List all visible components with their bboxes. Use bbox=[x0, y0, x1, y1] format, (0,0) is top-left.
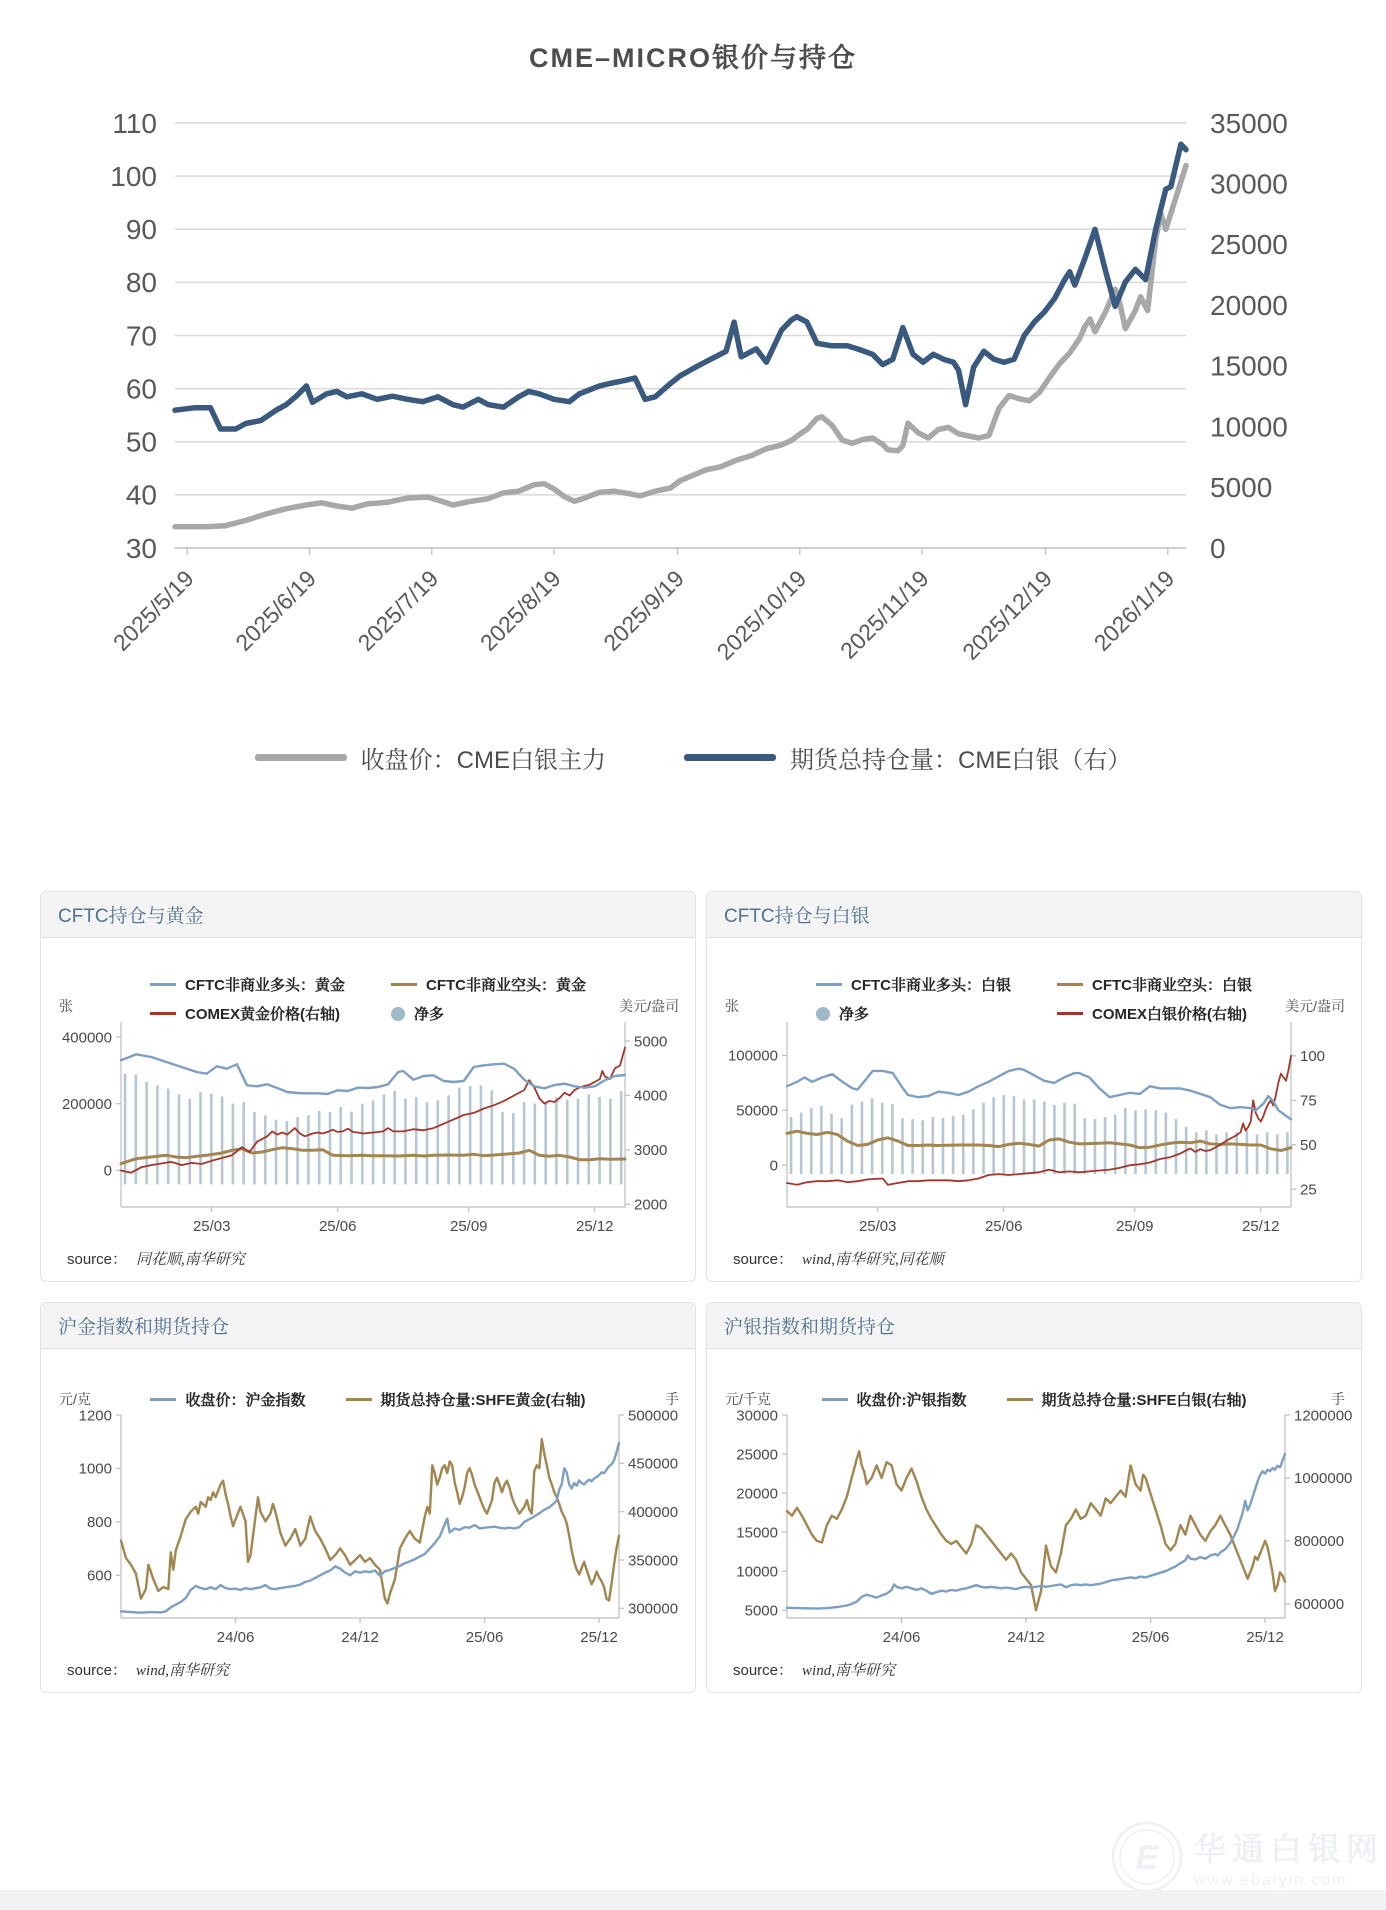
panel-title bbox=[41, 1303, 695, 1349]
svg-text:E: E bbox=[1135, 1839, 1159, 1877]
svg-text:400000: 400000 bbox=[61, 1029, 112, 1047]
y-axis-unit-right: 美元/盎司 bbox=[619, 998, 679, 1014]
panel-body bbox=[707, 938, 1361, 1282]
source-note: source： 同花顺,南华研究 bbox=[67, 1251, 245, 1268]
svg-text:10000: 10000 bbox=[736, 1563, 778, 1581]
svg-text:25/09: 25/09 bbox=[1115, 1218, 1154, 1235]
legend-item bbox=[150, 974, 345, 995]
y-axis-unit-left: 元/千克 bbox=[725, 1391, 771, 1407]
svg-text:1000: 1000 bbox=[78, 1460, 112, 1478]
source-note: source： wind,南华研究 bbox=[733, 1662, 895, 1679]
svg-text:5000: 5000 bbox=[744, 1602, 778, 1620]
legend-line-swatch bbox=[150, 983, 176, 986]
svg-text:25000: 25000 bbox=[1210, 229, 1288, 261]
svg-text:0: 0 bbox=[769, 1157, 778, 1175]
svg-text:24/06: 24/06 bbox=[216, 1629, 255, 1646]
svg-text:25/06: 25/06 bbox=[318, 1218, 357, 1235]
legend-item bbox=[1057, 974, 1252, 995]
svg-text:25/06: 25/06 bbox=[465, 1629, 504, 1646]
watermark-url: www.ebaiyin.com bbox=[1193, 1872, 1348, 1889]
legend-label: 净多 bbox=[414, 1006, 445, 1023]
watermark-text bbox=[1194, 1824, 1384, 1890]
page-title: CME–MICRO银价与持仓 bbox=[528, 43, 857, 73]
y-axis-unit-left: 张 bbox=[59, 998, 73, 1014]
legend-line-swatch bbox=[150, 1398, 176, 1401]
svg-text:90: 90 bbox=[125, 214, 157, 246]
panel-grid bbox=[40, 891, 1362, 1693]
legend-line-swatch bbox=[684, 754, 776, 761]
y-axis-unit-left: 张 bbox=[725, 998, 739, 1014]
panel-title-text: 沪银指数和期货持仓 bbox=[724, 1317, 896, 1338]
svg-text:24/06: 24/06 bbox=[882, 1629, 921, 1646]
svg-text:2025/8/19: 2025/8/19 bbox=[474, 565, 566, 656]
svg-text:200000: 200000 bbox=[61, 1095, 112, 1113]
svg-text:24/12: 24/12 bbox=[1007, 1629, 1045, 1646]
shfe-gold-chart-canvas bbox=[41, 1407, 696, 1657]
svg-text:10000: 10000 bbox=[1210, 411, 1288, 443]
svg-text:25000: 25000 bbox=[736, 1446, 778, 1464]
cme-silver-chart-canvas bbox=[0, 81, 1386, 696]
svg-text:25/12: 25/12 bbox=[1246, 1629, 1284, 1646]
panel-cftc-silver bbox=[706, 891, 1362, 1282]
y-axis-unit-left: 元/克 bbox=[59, 1391, 91, 1407]
svg-text:15000: 15000 bbox=[1210, 350, 1288, 382]
footer-strip bbox=[0, 1890, 1386, 1910]
svg-text:110: 110 bbox=[112, 107, 157, 139]
svg-text:0: 0 bbox=[1210, 532, 1226, 564]
legend-line-swatch bbox=[822, 1398, 848, 1401]
svg-text:1200: 1200 bbox=[78, 1407, 112, 1425]
legend-label: 收盘价：沪金指数 bbox=[185, 1392, 306, 1409]
y-axis-unit-right: 美元/盎司 bbox=[1285, 998, 1345, 1014]
shfe-silver-chart-canvas bbox=[707, 1407, 1362, 1657]
panel-shfe-gold bbox=[40, 1302, 696, 1693]
watermark-logo-icon bbox=[1110, 1820, 1184, 1894]
legend-line-swatch bbox=[391, 983, 417, 986]
svg-text:25/12: 25/12 bbox=[575, 1218, 614, 1235]
svg-text:24/12: 24/12 bbox=[341, 1629, 379, 1646]
svg-text:100: 100 bbox=[110, 160, 157, 192]
svg-text:2026/1/19: 2026/1/19 bbox=[1088, 565, 1180, 656]
panel-title bbox=[707, 1303, 1361, 1349]
svg-text:2025/7/19: 2025/7/19 bbox=[352, 565, 444, 656]
svg-text:600: 600 bbox=[86, 1567, 112, 1585]
legend-line-swatch bbox=[1007, 1398, 1033, 1401]
y-axis-unit-right: 手 bbox=[1331, 1391, 1345, 1407]
legend-label: 期货总持仓量：CME白银（右） bbox=[790, 747, 1132, 774]
svg-text:30000: 30000 bbox=[1210, 168, 1288, 200]
legend-item bbox=[684, 740, 1131, 775]
svg-text:4000: 4000 bbox=[634, 1087, 668, 1105]
svg-text:25/12: 25/12 bbox=[1241, 1218, 1280, 1235]
svg-text:80: 80 bbox=[125, 267, 157, 299]
panel-title bbox=[41, 892, 695, 938]
svg-text:25/06: 25/06 bbox=[984, 1218, 1023, 1235]
cftc-silver-chart-canvas bbox=[707, 1014, 1362, 1244]
svg-text:25/12: 25/12 bbox=[580, 1629, 618, 1646]
legend-label: COMEX白银价格(右轴) bbox=[1092, 1006, 1247, 1023]
svg-text:100000: 100000 bbox=[727, 1047, 778, 1065]
legend-line-swatch bbox=[816, 983, 842, 986]
panel-title-text: CFTC持仓与黄金 bbox=[58, 906, 204, 927]
svg-text:2025/5/19: 2025/5/19 bbox=[107, 565, 199, 656]
svg-text:25/09: 25/09 bbox=[449, 1218, 488, 1235]
svg-text:1200000: 1200000 bbox=[1294, 1407, 1353, 1425]
legend-line-swatch bbox=[346, 1398, 372, 1401]
svg-text:5000: 5000 bbox=[634, 1033, 668, 1051]
svg-text:0: 0 bbox=[103, 1162, 112, 1180]
svg-text:2000: 2000 bbox=[634, 1196, 668, 1214]
svg-text:450000: 450000 bbox=[628, 1455, 679, 1473]
report-page bbox=[0, 36, 1386, 1910]
panel-body bbox=[41, 938, 695, 1282]
svg-text:500000: 500000 bbox=[628, 1407, 679, 1425]
svg-text:800: 800 bbox=[86, 1514, 112, 1532]
svg-text:50: 50 bbox=[1300, 1136, 1317, 1154]
legend-label: 收盘价:沪银指数 bbox=[856, 1392, 967, 1409]
svg-text:800000: 800000 bbox=[1294, 1533, 1345, 1551]
legend-item bbox=[391, 974, 586, 995]
svg-text:40: 40 bbox=[125, 479, 157, 511]
svg-text:25/06: 25/06 bbox=[1131, 1629, 1170, 1646]
svg-text:300000: 300000 bbox=[628, 1600, 679, 1618]
svg-text:15000: 15000 bbox=[736, 1524, 778, 1542]
legend-label: 期货总持仓量:SHFE白银(右轴) bbox=[1041, 1392, 1247, 1409]
svg-text:35000: 35000 bbox=[1210, 107, 1288, 139]
svg-text:20000: 20000 bbox=[1210, 289, 1288, 321]
legend-item bbox=[255, 740, 606, 775]
legend-label: CFTC非商业空头：白银 bbox=[1092, 977, 1252, 994]
legend-label: CFTC非商业多头：黄金 bbox=[185, 977, 345, 994]
svg-text:20000: 20000 bbox=[736, 1485, 778, 1503]
panel-title-text: 沪金指数和期货持仓 bbox=[58, 1317, 230, 1338]
panel-title-text: CFTC持仓与白银 bbox=[724, 906, 870, 927]
panel-title bbox=[707, 892, 1361, 938]
svg-text:2025/10/19: 2025/10/19 bbox=[711, 565, 812, 665]
svg-text:25/03: 25/03 bbox=[192, 1218, 231, 1235]
watermark-title: 华通白银网 bbox=[1193, 1831, 1384, 1867]
svg-text:2025/6/19: 2025/6/19 bbox=[230, 565, 321, 656]
legend-line-swatch bbox=[1057, 983, 1083, 986]
svg-text:350000: 350000 bbox=[628, 1552, 679, 1570]
svg-text:100: 100 bbox=[1300, 1048, 1326, 1066]
svg-text:75: 75 bbox=[1300, 1092, 1317, 1110]
svg-text:400000: 400000 bbox=[628, 1503, 679, 1521]
legend-item bbox=[816, 974, 1011, 995]
svg-text:50000: 50000 bbox=[736, 1102, 778, 1120]
svg-text:25: 25 bbox=[1300, 1181, 1317, 1199]
legend-label: COMEX黄金价格(右轴) bbox=[185, 1006, 340, 1023]
svg-text:50: 50 bbox=[125, 426, 157, 458]
svg-text:600000: 600000 bbox=[1294, 1596, 1345, 1614]
svg-text:60: 60 bbox=[125, 373, 157, 405]
svg-text:2025/12/19: 2025/12/19 bbox=[957, 565, 1058, 665]
legend-line-swatch bbox=[255, 754, 347, 761]
panel-body bbox=[707, 1349, 1361, 1693]
legend-label: 净多 bbox=[839, 1006, 870, 1023]
y-axis-unit-right: 手 bbox=[665, 1391, 679, 1407]
legend-label: CFTC非商业多头：白银 bbox=[851, 977, 1011, 994]
source-note: source： wind,南华研究 bbox=[67, 1662, 229, 1679]
legend-label: CFTC非商业空头：黄金 bbox=[426, 977, 586, 994]
watermark bbox=[1110, 1820, 1384, 1894]
svg-text:2025/11/19: 2025/11/19 bbox=[835, 565, 934, 664]
svg-text:30: 30 bbox=[125, 532, 157, 564]
svg-text:25/03: 25/03 bbox=[858, 1218, 897, 1235]
svg-text:70: 70 bbox=[125, 320, 157, 352]
source-note: source： wind,南华研究,同花顺 bbox=[733, 1251, 944, 1268]
legend-label: 期货总持仓量:SHFE黄金(右轴) bbox=[380, 1392, 586, 1409]
panel-cftc-gold bbox=[40, 891, 696, 1282]
main-chart-legend bbox=[0, 740, 1386, 775]
cftc-gold-chart-canvas bbox=[41, 1014, 696, 1244]
panel-body bbox=[41, 1349, 695, 1693]
panel-shfe-silver bbox=[706, 1302, 1362, 1693]
svg-text:1000000: 1000000 bbox=[1294, 1470, 1353, 1488]
legend-label: 收盘价：CME白银主力 bbox=[360, 747, 606, 774]
svg-text:2025/9/19: 2025/9/19 bbox=[598, 565, 690, 656]
svg-text:30000: 30000 bbox=[736, 1407, 778, 1425]
svg-text:3000: 3000 bbox=[634, 1142, 668, 1160]
svg-text:5000: 5000 bbox=[1210, 472, 1273, 504]
